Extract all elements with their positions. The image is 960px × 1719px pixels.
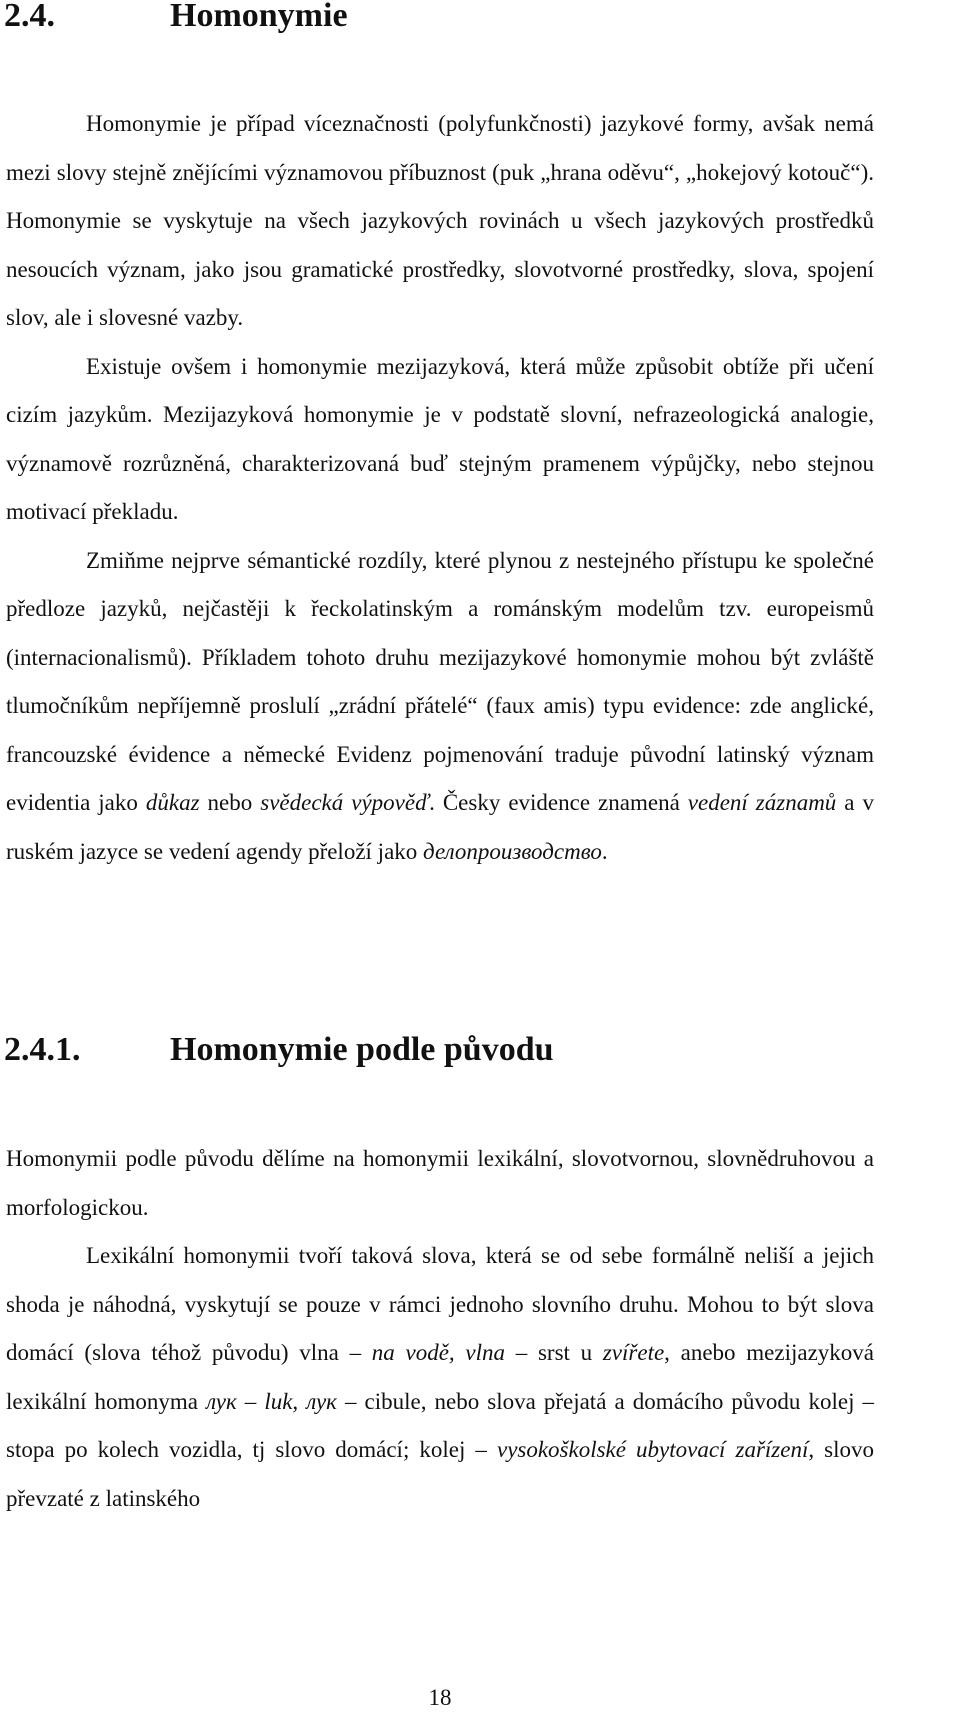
page-number: 18 bbox=[428, 1685, 452, 1710]
subsection-title: Homonymie podle původu bbox=[170, 1031, 554, 1068]
section-body bbox=[6, 100, 874, 876]
paragraph-lexical: Lexikální homonymii tvoří taková slova, která se od sebe formálně neliší a jejich shoda je náhodná, vyskytují se pouze v rámci jednoho slovního druhu. Mohou to být slova domácí (slova téhož původu) vlna – na vodě, vlna – srst u zvířete, anebo mezijazyková lexikální homonyma лук – luk, лук – cibule, nebo slova přejatá a domácího původu kolej – stopa po kolech vozidla, tj slovo domácí; kolej – vysokoškolské ubytovací zařízení, slovo převzaté z latinského bbox=[6, 1243, 875, 1511]
section-title: Homonymie bbox=[170, 0, 348, 34]
subsection-body bbox=[6, 1135, 874, 1523]
paragraph-origin-intro: Homonymii podle původu dělíme na homonymii lexikální, slovotvornou, slovnědruhovou a morfologickou. bbox=[6, 1146, 874, 1220]
paragraph-faux-amis: Zmiňme nejprve sémantické rozdíly, které plynou z nestejného přístupu ke společné předloze jazyků, nejčastěji k řeckolatinským a románským modelům tzv. europeismů (internacionalismů). Příkladem tohoto druhu mezijazykové homonymie mohou být zvláště tlumočníkům nepříjemně proslulí „zrádní přátelé“ (faux amis) typu evidence: zde anglické, francouzské évidence a německé Evidenz pojmenování traduje původní latinský význam evidentia jako důkaz nebo svědecká výpověď. Česky evidence znamená vedení záznamů a v ruském jazyce se vedení agendy přeloží jako делопроизводство. bbox=[6, 547, 875, 864]
paragraph-definition: Homonymie je případ víceznačnosti (polyfunkčnosti) jazykové formy, avšak nemá mezi slovy stejně znějícími významovou příbuznost (puk „hrana oděvu“, „hokejový kotouč“). Homonymie se vyskytuje na všech jazykových rovinách u všech jazykových prostředků nesoucích význam, jako jsou gramatické prostředky, slovotvorné prostředky, slova, spojení slov, ale i slovesné vazby. bbox=[6, 111, 874, 330]
section-number: 2.4. bbox=[4, 0, 55, 34]
subsection-heading bbox=[4, 1028, 554, 1072]
paragraph-interlingual: Existuje ovšem i homonymie mezijazyková, která může způsobit obtíže při učení cizím jazykům. Mezijazyková homonymie je v podstatě slovní, nefrazeologická analogie, významově rozrůzněná, charakterizovaná buď stejným pramenem výpůjčky, nebo stejnou motivací překladu. bbox=[6, 353, 874, 524]
section-heading bbox=[4, 0, 348, 38]
subsection-number: 2.4.1. bbox=[4, 1031, 81, 1068]
